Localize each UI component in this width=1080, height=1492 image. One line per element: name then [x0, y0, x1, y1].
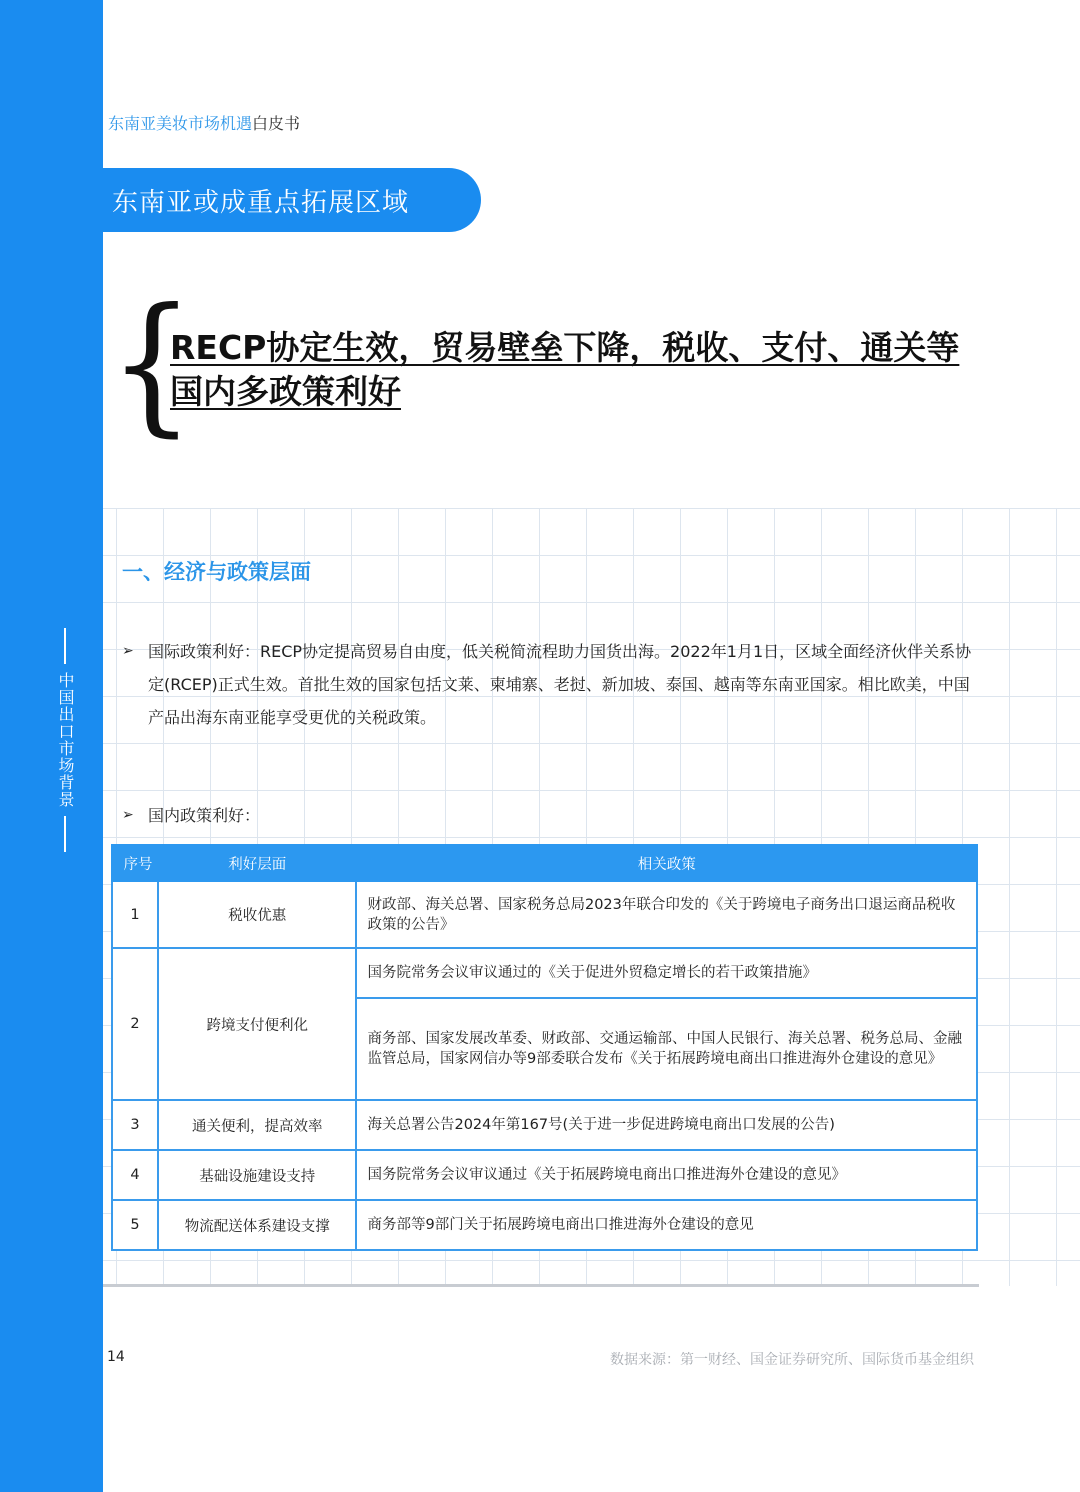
row-category: 跨境支付便利化 — [158, 948, 357, 1100]
row-num: 5 — [112, 1200, 158, 1250]
row-category: 物流配送体系建设支撑 — [158, 1200, 357, 1250]
row-policy: 财政部、海关总署、国家税务总局2023年联合印发的《关于跨境电子商务出口退运商品税收政策的公告》 — [356, 881, 977, 948]
bullet-text: 国际政策利好：RECP协定提高贸易自由度，低关税简流程助力国货出海。2022年1月1日，区域全面经济伙伴关系协定(RCEP)正式生效。首批生效的国家包括文莱、柬埔寨、老挝、新加坡、泰国、越南等东南亚国家。相比欧美，中国产品出海东南亚能享受更优的关税政策。 — [148, 642, 972, 727]
section-banner — [103, 168, 481, 232]
bullet-domestic-policy — [122, 799, 522, 832]
bullet-arrow-icon: ➢ — [122, 643, 134, 659]
table-header-row — [112, 845, 977, 881]
header-rest: 白皮书 — [252, 114, 301, 133]
table-row — [112, 948, 977, 998]
row-policy: 商务部等9部门关于拓展跨境电商出口推进海外仓建设的意见 — [356, 1200, 977, 1250]
table-row — [112, 1200, 977, 1250]
table-row — [112, 881, 977, 948]
row-policy: 国务院常务会议审议通过的《关于促进外贸稳定增长的若干政策措施》 — [356, 948, 977, 998]
page-title: RECP协定生效，贸易壁垒下降，税收、支付、通关等国内多政策利好 — [170, 328, 960, 411]
row-policy: 海关总署公告2024年第167号(关于进一步促进跨境电商出口发展的公告) — [356, 1100, 977, 1150]
side-chapter-label — [50, 628, 80, 864]
bullet-international-policy — [122, 635, 976, 734]
header-policy: 相关政策 — [356, 845, 977, 881]
row-num: 3 — [112, 1100, 158, 1150]
side-line-top — [64, 628, 66, 664]
row-category: 税收优惠 — [158, 881, 357, 948]
row-policy: 国务院常务会议审议通过《关于拓展跨境电商出口推进海外仓建设的意见》 — [356, 1150, 977, 1200]
sub-heading: 一、经济与政策层面 — [122, 560, 311, 584]
brace-decoration: { — [108, 277, 195, 451]
running-header — [108, 111, 300, 134]
row-num: 4 — [112, 1150, 158, 1200]
data-source-note: 数据来源：第一财经、国金证券研究所、国际货币基金组织 — [610, 1352, 974, 1368]
row-category: 基础设施建设支持 — [158, 1150, 357, 1200]
header-category: 利好层面 — [158, 845, 357, 881]
header-highlight: 东南亚美妆市场机遇 — [108, 114, 253, 133]
policy-table — [111, 844, 978, 1251]
row-category: 通关便利，提高效率 — [158, 1100, 357, 1150]
bullet-arrow-icon: ➢ — [122, 807, 134, 823]
table-row — [112, 1100, 977, 1150]
header-num: 序号 — [112, 845, 158, 881]
grid-bottom-rule — [103, 1284, 979, 1287]
section-banner-text: 东南亚或成重点拓展区域 — [112, 187, 410, 218]
page-number: 14 — [107, 1349, 125, 1365]
bullet-text: 国内政策利好： — [148, 806, 261, 825]
row-num: 2 — [112, 948, 158, 1100]
row-policy: 商务部、国家发展改革委、财政部、交通运输部、中国人民银行、海关总署、税务总局、金融监管总局，国家网信办等9部委联合发布《关于拓展跨境电商出口推进海外仓建设的意见》 — [356, 998, 977, 1100]
side-line-bottom — [64, 816, 66, 852]
side-label-text: 中国出口市场背景 — [56, 672, 75, 808]
table-row — [112, 1150, 977, 1200]
row-num: 1 — [112, 881, 158, 948]
